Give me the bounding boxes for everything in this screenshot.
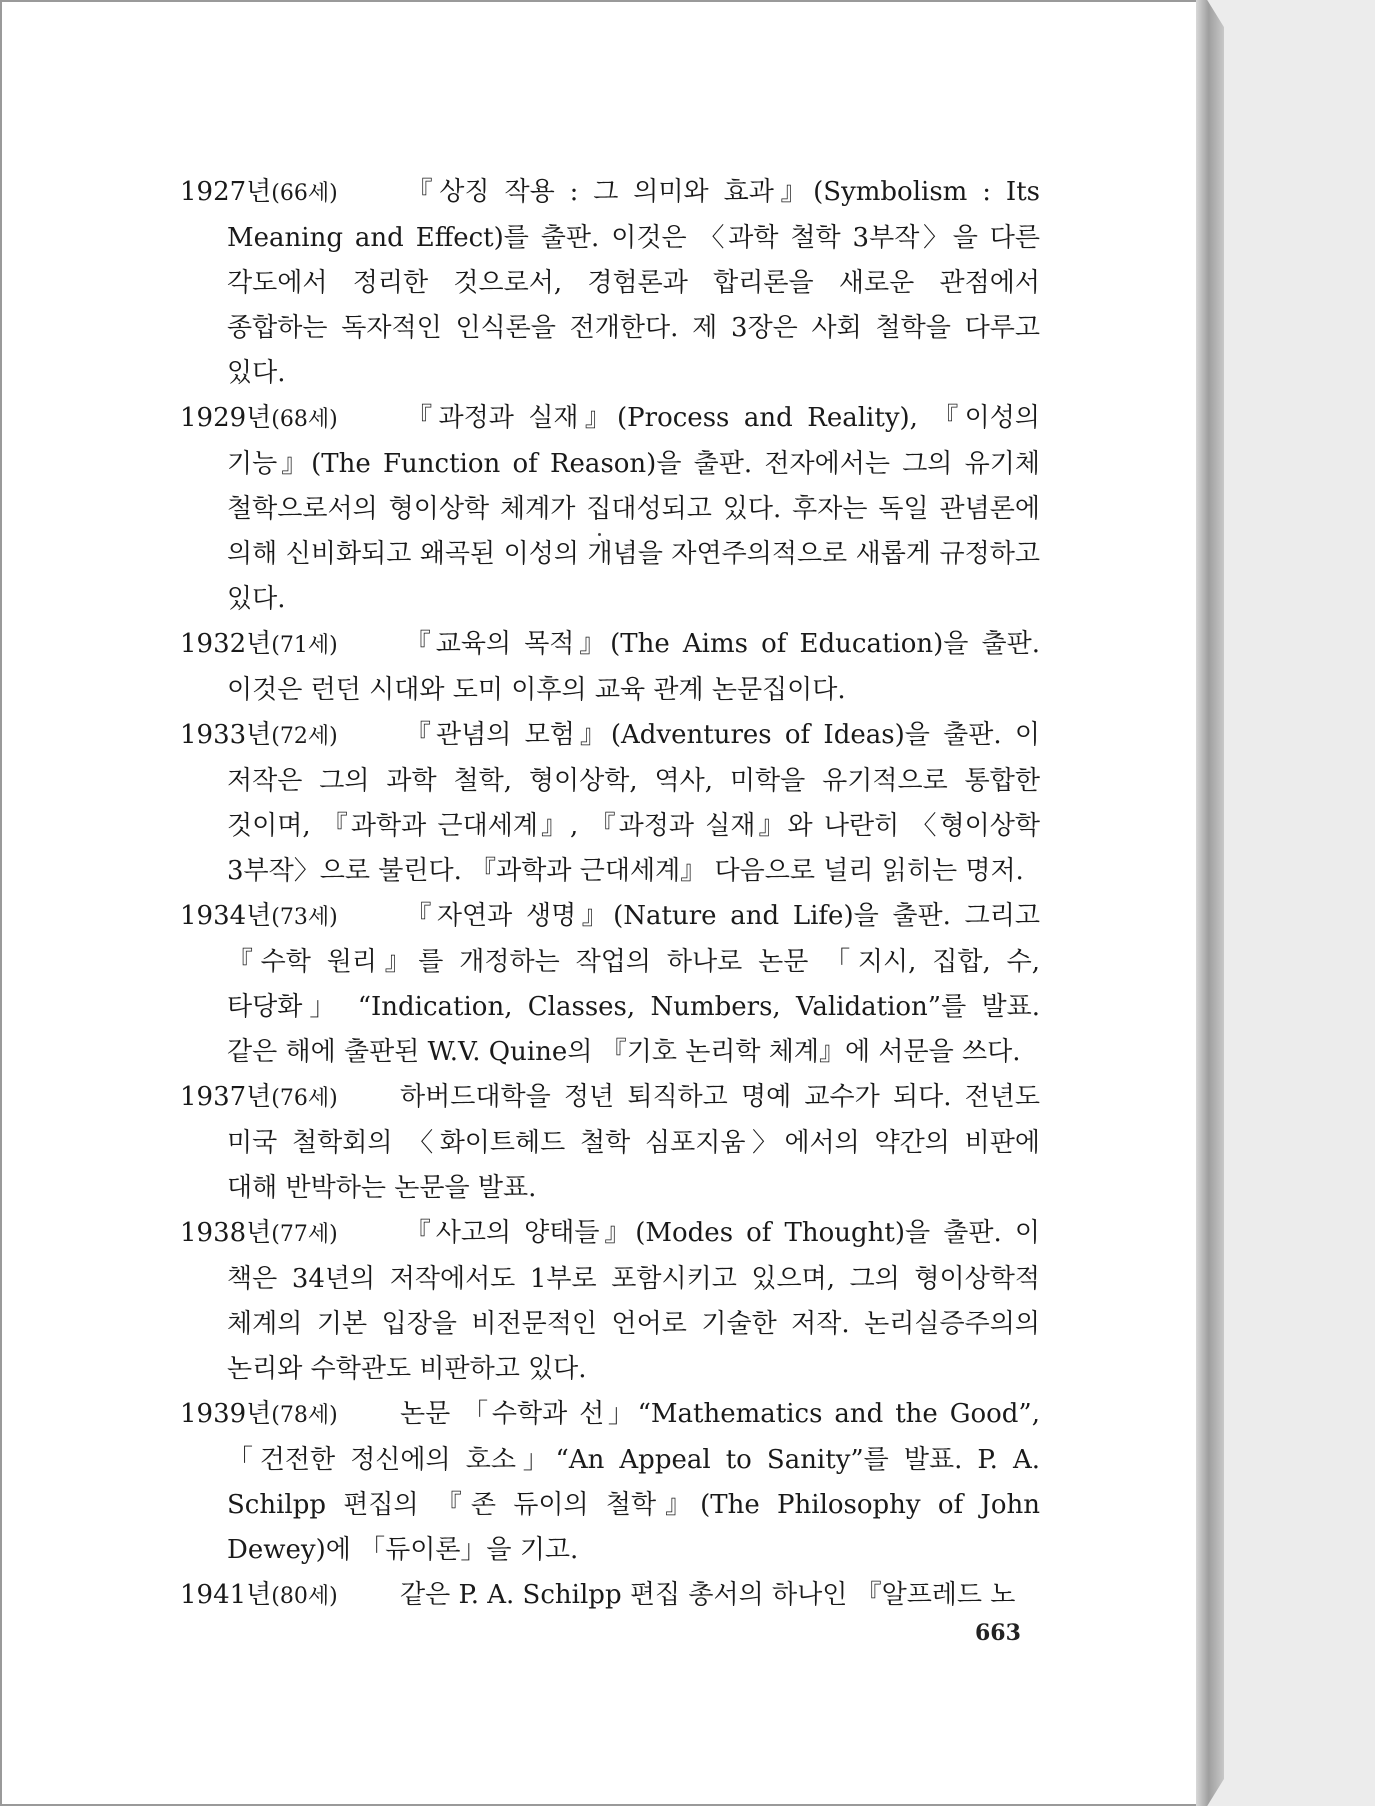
entry-age: (73세) bbox=[271, 905, 338, 930]
entry-heading bbox=[180, 622, 400, 668]
stray-ink-dot bbox=[598, 533, 601, 536]
entry-year: 1941년 bbox=[180, 1580, 272, 1610]
entry-age: (77세) bbox=[271, 1222, 338, 1247]
chronology-entry-1937 bbox=[180, 1075, 1040, 1211]
entry-age: (68세) bbox=[271, 407, 338, 432]
chronology-list bbox=[180, 170, 1040, 1619]
entry-text: 『사고의 양태들』(Modes of Thought)을 출판. 이 책은 34년의 저작에서도 1부로 포함시키고 있으며, 그의 형이상학적 체계의 기본 입장을 비전문적인 언어로 기술한 저작. 논리실증주의의 논리와 수학관도 비판하고 있다. bbox=[227, 1218, 1040, 1384]
entry-text: 『자연과 생명』(Nature and Life)을 출판. 그리고 『수학 원리』를 개정하는 작업의 하나로 논문 「지시, 집합, 수, 타당화」 “Indication, Classes, Numbers, Validation”를 발표. 같은 해에 출판된 W.V. Quine의 『기호 논리학 체계』에 서문을 쓰다. bbox=[227, 901, 1040, 1067]
entry-text: 『과정과 실재』(Process and Reality), 『이성의 기능』(The Function of Reason)을 출판. 전자에서는 그의 유기체 철학으로서의 형이상학 체계가 집대성되고 있다. 후자는 독일 관념론에 의해 신비화되고 왜곡된 이성의 개념을 자연주의적으로 새롭게 규정하고 있다. bbox=[227, 403, 1040, 614]
entry-text: 『상징 작용 : 그 의미와 효과』(Symbolism : Its Meaning and Effect)를 출판. 이것은 〈과학 철학 3부작〉을 다른 각도에서 정리한 것으로서, 경험론과 합리론을 새로운 관점에서 종합하는 독자적인 인식론을 전개한다. 제 3장은 사회 철학을 다루고 있다. bbox=[227, 177, 1040, 388]
entry-heading bbox=[180, 396, 400, 442]
chronology-entry-1929 bbox=[180, 396, 1040, 622]
entry-year: 1934년 bbox=[180, 901, 272, 931]
entry-age: (76세) bbox=[271, 1086, 338, 1111]
entry-year: 1938년 bbox=[180, 1218, 272, 1248]
entry-heading bbox=[180, 1211, 400, 1257]
entry-year: 1937년 bbox=[180, 1082, 272, 1112]
entry-age: (71세) bbox=[271, 633, 338, 658]
entry-age: (72세) bbox=[271, 724, 338, 749]
entry-heading bbox=[180, 894, 400, 940]
entry-text: 『관념의 모험』(Adventures of Ideas)을 출판. 이 저작은 그의 과학 철학, 형이상학, 역사, 미학을 유기적으로 통합한 것이며, 『과학과 근대세계』, 『과정과 실재』와 나란히 〈형이상학 3부작〉으로 불린다. 『과학과 근대세계』 다음으로 널리 읽히는 명저. bbox=[227, 720, 1040, 886]
chronology-entry-1934 bbox=[180, 894, 1040, 1075]
entry-heading bbox=[180, 713, 400, 759]
chronology-entry-1938 bbox=[180, 1211, 1040, 1392]
entry-text: 『교육의 목적』(The Aims of Education)을 출판. 이것은 런던 시대와 도미 이후의 교육 관계 논문집이다. bbox=[227, 629, 1040, 705]
entry-text: 논문 「수학과 선」“Mathematics and the Good”, 「건전한 정신에의 호소」“An Appeal to Sanity”를 발표. P. A. Schilpp 편집의 『존 듀이의 철학』(The Philosophy of John Dewey)에 「듀이론」을 기고. bbox=[227, 1399, 1040, 1565]
entry-heading bbox=[180, 1573, 400, 1619]
entry-text: 하버드대학을 정년 퇴직하고 명예 교수가 되다. 전년도 미국 철학회의 〈화이트헤드 철학 심포지움〉에서의 약간의 비판에 대해 반박하는 논문을 발표. bbox=[227, 1082, 1040, 1203]
entry-age: (80세) bbox=[271, 1584, 338, 1609]
entry-age: (78세) bbox=[271, 1403, 338, 1428]
page-number: 663 bbox=[975, 1620, 1021, 1646]
entry-text: 같은 P. A. Schilpp 편집 총서의 하나인 『알프레드 노 bbox=[400, 1580, 1016, 1610]
entry-year: 1933년 bbox=[180, 720, 272, 750]
entry-year: 1929년 bbox=[180, 403, 272, 433]
chronology-entry-1941 bbox=[180, 1573, 1040, 1619]
entry-heading bbox=[180, 1392, 400, 1438]
entry-heading bbox=[180, 1075, 400, 1121]
page-edge-shadow bbox=[1196, 0, 1224, 1806]
chronology-entry-1932 bbox=[180, 622, 1040, 713]
entry-age: (66세) bbox=[271, 181, 338, 206]
chronology-entry-1927 bbox=[180, 170, 1040, 396]
entry-year: 1932년 bbox=[180, 629, 272, 659]
entry-year: 1939년 bbox=[180, 1399, 272, 1429]
entry-heading bbox=[180, 170, 400, 216]
chronology-entry-1933 bbox=[180, 713, 1040, 894]
entry-year: 1927년 bbox=[180, 177, 272, 207]
chronology-entry-1939 bbox=[180, 1392, 1040, 1573]
